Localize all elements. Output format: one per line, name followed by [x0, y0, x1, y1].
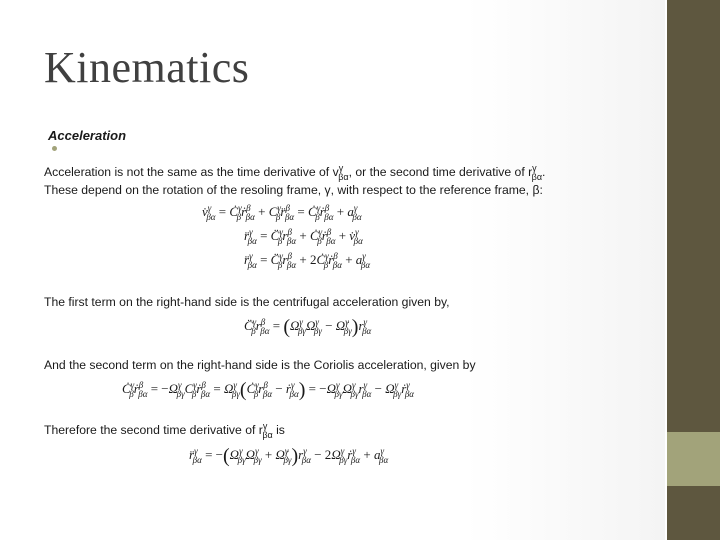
equation-acceleration-combined [244, 251, 370, 270]
intro-text-line1: Acceleration is not the same as the time derivative of $v^\gamma$ βα, or the second time derivative of $r^\gamma$ βα. [44, 163, 546, 182]
equation-centrifugal [244, 316, 372, 338]
svg-text:r̈γβα = −(ΩγβγΩγβγ + Ω̇γβγ)rγβ: r̈$^\gamma$ $\beta\alpha = -(\Omega^\gamma$ βγΩ$^\gamma$ βγ + Ω̇$^\gamma$ $\beta\gamma)r^\gamma$ $\beta\alpha - 2\Omega^\gamma$ βγṙ$^\gamma$ $\beta\alpha + a^\gamma$ βα [189, 445, 389, 467]
slide-title: Kinematics [44, 43, 250, 92]
equation-coriolis [122, 379, 414, 401]
intro-text-line2: These depend on the rotation of the resoling frame, γ, with respect to the reference frame, β: [44, 183, 543, 197]
equation-acceleration-expansion [244, 227, 363, 246]
svg-text:Ċγβṙββα = −ΩγβγCγβṙββα = Ωγβ: $Ċ^\gamma$ βṙ$^\beta$ $\beta\alpha = -\Omega^\gamma$ βγC$^\gamma$ βṙ$^\beta$ $\beta\alpha = \Omega^\gamma$ $\beta\gamma(Ċ^\gamma$ $\beta r^\beta$ βα − ṙ$^\gamma$ $\beta\alpha) = -\Omega^\gamma$ βγΩ$^\gamma$ βγr$^\gamma$ $\beta\alpha - \Omega^\gamma$ βγṙ$^\gamma$ βα [122, 379, 415, 401]
second-derivative-text: Therefore the second time derivative of $r^\gamma$ βα is [44, 421, 285, 440]
svg-text:r̈γβα = C̈γβrββα + Ċγβṙββα + v: r̈$^\gamma$ βα = C̈$^\gamma$ $\beta r^\beta$ $\beta\alpha + Ċ^\gamma$ βṙ$^\beta$ βα + v̇$^\gamma$ βα [244, 227, 363, 246]
coriolis-text: And the second term on the right-hand side is the Coriolis acceleration, given by [44, 358, 476, 372]
svg-text:v̇γβα = Ċγβṙββα + Cγβr̈ββα =: v̇$^\gamma$ $\beta\alpha = Ċ^\gamma$ βṙ$^\beta$ $\beta\alpha + C^\gamma$ βr̈$^\beta$ $\beta\alpha = Ċ^\gamma$ βṙ$^\beta$ $\beta\alpha + a^\gamma$ βα [202, 203, 362, 222]
svg-text:C̈γβrββα = (ΩγβγΩγβγ − Ω̇γβγ)r: C̈$^\gamma$ $\beta r^\beta$ $\beta\alpha = (\Omega^\gamma$ βγΩ$^\gamma$ βγ − Ω̇$^\gamma$ $\beta\gamma)r^\gamma$ βα [244, 316, 372, 338]
equation-second-derivative [189, 445, 388, 467]
slide-content [44, 128, 624, 478]
equation-velocity-derivative [202, 203, 362, 222]
sidebar-accent-block [667, 432, 720, 486]
section-heading: Acceleration [48, 128, 127, 143]
svg-text:r̈γβα = C̈γβrββα + 2Ċγβṙββα +: r̈$^\gamma$ βα = C̈$^\gamma$ $\beta r^\beta$ $\beta\alpha + 2Ċ^\gamma$ βṙ$^\beta$ $\beta\alpha + a^\gamma$ βα [244, 251, 371, 270]
content-figure [44, 128, 624, 478]
centrifugal-text: The first term on the right-hand side is the centrifugal acceleration given by, [44, 295, 450, 309]
